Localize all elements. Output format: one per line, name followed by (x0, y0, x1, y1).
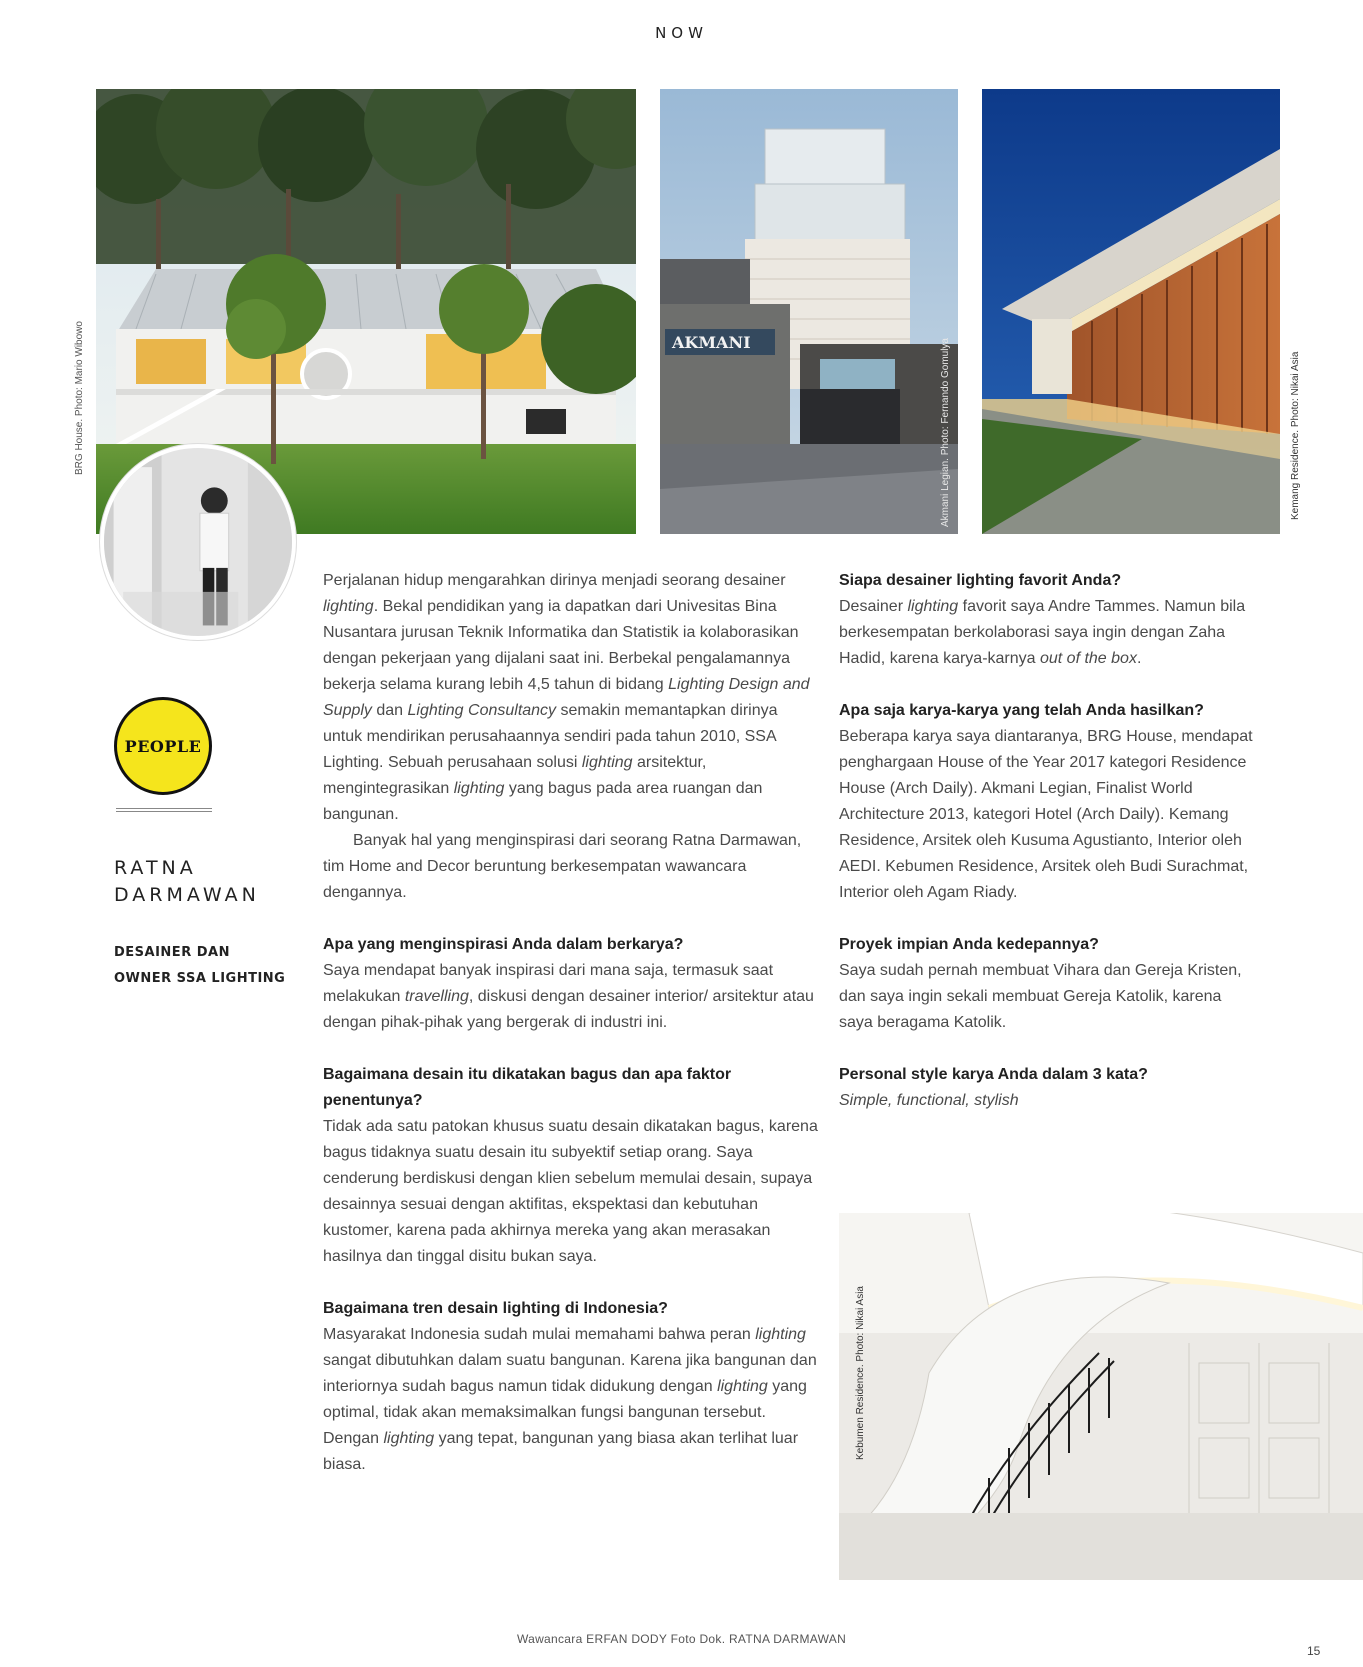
people-badge: PEOPLE (114, 697, 212, 795)
article-column-2 (839, 568, 1259, 1114)
person-name-line-1: RATNA (114, 857, 197, 879)
photo-credits: Wawancara ERFAN DODY Foto Dok. RATNA DARMAWAN (516, 1632, 847, 1646)
person-name-line-2: DARMAWAN (114, 884, 260, 906)
akmani-legian-caption: Akmani Legian. Photo: Fernando Gomulya (940, 338, 951, 527)
answer-6: Saya sudah pernah membuat Vihara dan Gereja Kristen, dan saya ingin sekali membuat Gereja Katolik, karena saya beragama Katolik. (839, 962, 1242, 1031)
answer-1: Saya mendapat banyak inspirasi dari mana saja, termasuk saat melakukan travelling, diskusi dengan desainer interior/ arsitektur atau dengan pihak-pihak yang bergerak di industri ini. (323, 962, 814, 1031)
intro-paragraph-2: Banyak hal yang menginspirasi dari seorang Ratna Darmawan, tim Home and Decor beruntung berkesempatan wawancara dengannya. (323, 832, 802, 901)
question-6: Proyek impian Anda kedepannya? (839, 936, 1099, 953)
answer-5: Beberapa karya saya diantaranya, BRG House, mendapat penghargaan House of the Year 2017 kategori Residence House (Arch Daily). Akmani Legian, Finalist World Architecture 2013, kategori Hotel (Arch Daily). Kemang Residence, Arsitek oleh Kusuma Agustianto, Interior oleh AEDI. Kebumen Residence, Arsitek oleh Budi Surachmat, Interior oleh Agam Riady. (839, 728, 1253, 901)
answer-2: Tidak ada satu patokan khusus suatu desain dikatakan bagus, karena bagus tidaknya suatu desain itu subyektif setiap orang. Saya cenderung berdiskusi dengan klien sebelum memulai desain, supaya desainnya sesuai dengan aktifitas, ekspektasi dan kebutuhan kustomer, karena pada akhirnya mereka yang akan merasakan hasilnya dan tinggal disitu bukan saya. (323, 1118, 818, 1265)
kemang-residence-caption: Kemang Residence. Photo: Nikai Asia (1290, 351, 1301, 520)
page-number: 15 (1307, 1644, 1321, 1658)
kebumen-residence-photo (839, 1213, 1363, 1580)
question-7: Personal style karya Anda dalam 3 kata? (839, 1066, 1148, 1083)
badge-divider (116, 808, 212, 812)
author-portrait (100, 444, 296, 640)
answer-7: Simple, functional, stylish (839, 1092, 1019, 1109)
question-3: Bagaimana tren desain lighting di Indonesia? (323, 1300, 668, 1317)
question-4: Siapa desainer lighting favorit Anda? (839, 572, 1122, 589)
kebumen-residence-caption: Kebumen Residence. Photo: Nikai Asia (855, 1286, 866, 1460)
person-name (114, 855, 284, 909)
person-role (114, 940, 304, 992)
person-role-line-1: DESAINER DAN (114, 945, 230, 960)
kemang-residence-photo (982, 89, 1280, 534)
akmani-sign: AKMANI (672, 333, 751, 352)
brg-house-caption: BRG House. Photo: Mario Wibowo (74, 321, 85, 475)
question-5: Apa saja karya-karya yang telah Anda hasilkan? (839, 702, 1204, 719)
answer-3: Masyarakat Indonesia sudah mulai memahami bahwa peran lighting sangat dibutuhkan dalam suatu bangunan. Karena jika bangunan dan interiornya sudah bagus namun tidak didukung dengan lighting yang optimal, tidak akan memaksimalkan fungsi bangunan tersebut. Dengan lighting yang tepat, bangunan yang biasa akan terlihat luar biasa. (323, 1326, 817, 1473)
intro-paragraph-1: Perjalanan hidup mengarahkan dirinya menjadi seorang desainer lighting. Bekal pendidikan yang ia dapatkan dari Univesitas Bina Nusantara jurusan Teknik Informatika dan Statistik ia kolaborasikan dengan pekerjaan yang dijalani saat ini. Berbekal pengalamannya bekerja selama kurang lebih 4,5 tahun di bidang Lighting Design and Supply dan Lighting Consultancy semakin memantapkan dirinya untuk mendirikan perusahaannya sendiri pada tahun 2010, SSA Lighting. Sebuah perusahaan solusi lighting arsitektur, mengintegrasikan lighting yang bagus pada area ruangan dan bangunan. (323, 572, 810, 823)
answer-4: Desainer lighting favorit saya Andre Tammes. Namun bila berkesempatan berkolaborasi saya ingin dengan Zaha Hadid, karena karya-karnya out of the box. (839, 598, 1246, 667)
article-column-1 (323, 568, 819, 1478)
akmani-legian-photo (660, 89, 958, 534)
question-2: Bagaimana desain itu dikatakan bagus dan apa faktor penentunya? (323, 1066, 732, 1109)
person-role-line-2: OWNER SSA LIGHTING (114, 971, 286, 986)
section-label: NOW (655, 24, 708, 42)
question-1: Apa yang menginspirasi Anda dalam berkarya? (323, 936, 684, 953)
